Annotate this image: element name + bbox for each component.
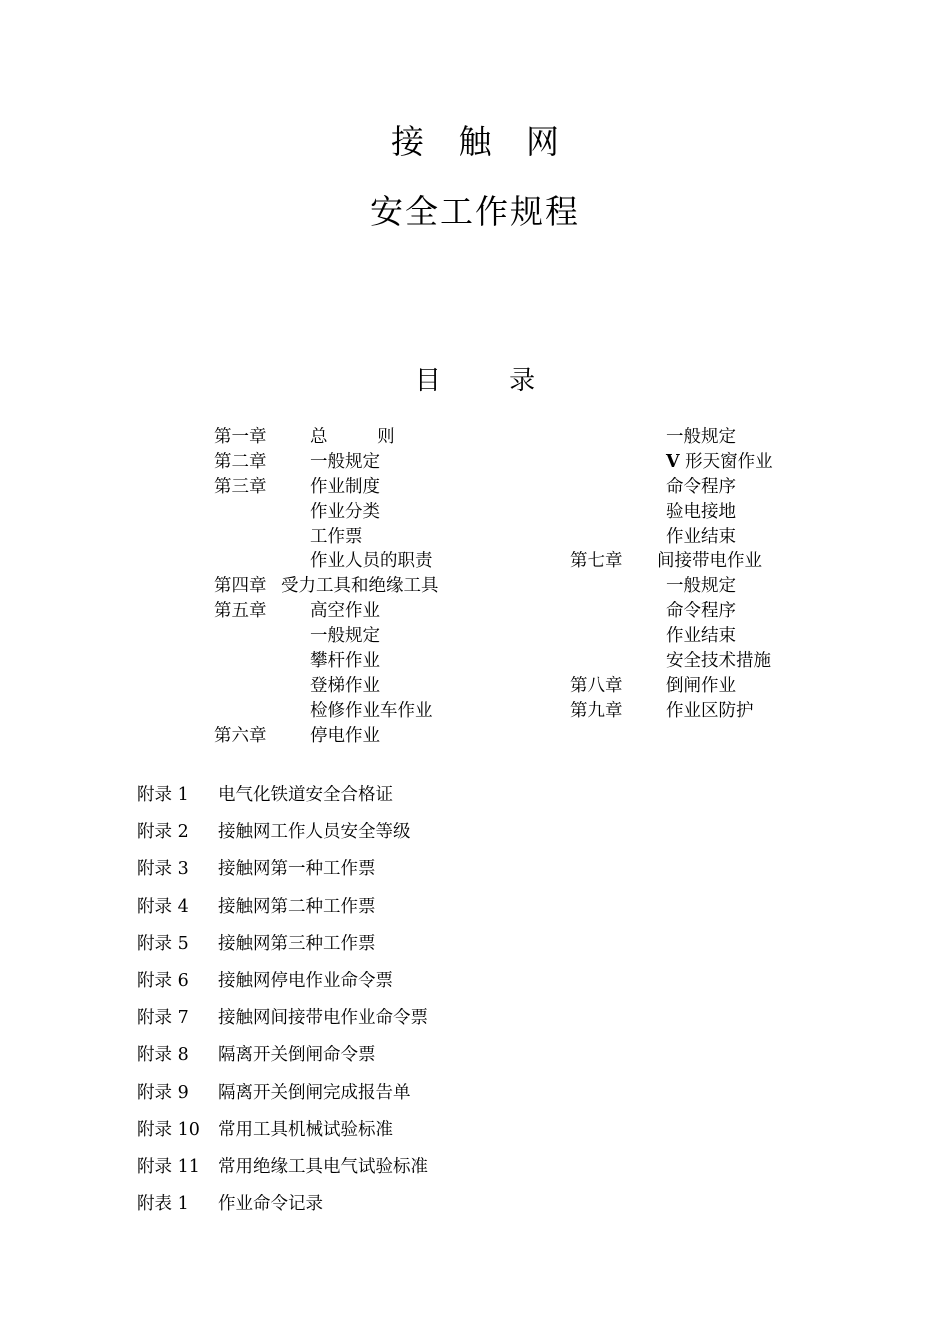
appendix-title: 接触网间接带电作业命令票	[218, 1008, 428, 1029]
toc-entry-title: 受力工具和绝缘工具	[281, 576, 439, 597]
toc-chapter-number: 第九章	[570, 700, 623, 721]
toc-entry	[214, 450, 514, 475]
toc-entry	[570, 500, 830, 525]
toc-entry	[214, 624, 514, 649]
toc-entry	[570, 425, 830, 450]
toc-entry	[214, 649, 514, 674]
toc-entry-title: 间接带电作业	[657, 551, 762, 572]
appendix-label: 附录 11	[137, 1156, 200, 1177]
appendix-label: 附录 2	[137, 822, 189, 843]
appendix-item	[137, 931, 637, 968]
toc-entry	[214, 599, 514, 624]
toc-entry-title: 检修作业车作业	[310, 700, 433, 721]
document-title-line1: 接 触 网	[391, 122, 571, 161]
toc-entry-title: 作业分类	[310, 501, 380, 522]
toc-entry	[570, 475, 830, 500]
appendix-item	[137, 1005, 637, 1042]
appendix-item	[137, 1154, 637, 1191]
appendix-list	[137, 782, 637, 1228]
toc-entry	[570, 525, 830, 550]
toc-chapter-number: 第六章	[214, 725, 267, 746]
appendix-label: 附录 5	[137, 933, 189, 954]
appendix-title: 常用绝缘工具电气试验标准	[218, 1156, 428, 1177]
appendix-label: 附录 3	[137, 859, 189, 880]
appendix-label: 附录 7	[137, 1008, 189, 1029]
toc-entry	[214, 699, 514, 724]
toc-entry	[570, 574, 830, 599]
appendix-label: 附录 4	[137, 896, 189, 917]
toc-left-column	[214, 425, 514, 749]
document-title-line2: 安全工作规程	[370, 192, 580, 231]
toc-entry-title: 停电作业	[310, 725, 380, 746]
toc-entry	[570, 624, 830, 649]
toc-chapter-number: 第四章	[214, 576, 267, 597]
toc-entry-title: 一般规定	[310, 626, 380, 647]
toc-entry-title: 攀杆作业	[310, 651, 380, 672]
toc-entry	[214, 549, 514, 574]
appendix-title: 隔离开关倒闸完成报告单	[218, 1082, 411, 1103]
toc-entry-title: 形天窗作业	[685, 451, 773, 472]
toc-entry-title: 命令程序	[666, 476, 736, 497]
appendix-item	[137, 894, 637, 931]
toc-entry-title: 作业人员的职责	[310, 551, 433, 572]
appendix-label: 附录 10	[137, 1119, 200, 1140]
toc-entry-title: 安全技术措施	[666, 651, 771, 672]
appendix-item	[137, 1080, 637, 1117]
toc-entry	[570, 649, 830, 674]
toc-entry-title: 倒闸作业	[666, 675, 736, 696]
appendix-title: 隔离开关倒闸命令票	[218, 1045, 376, 1066]
toc-entry	[214, 500, 514, 525]
appendix-item	[137, 819, 637, 856]
toc-heading: 目 录	[414, 366, 566, 396]
toc-entry-title: 作业结束	[666, 526, 736, 547]
appendix-title: 常用工具机械试验标准	[218, 1119, 393, 1140]
toc-chapter-number: 第二章	[214, 451, 267, 472]
toc-entry	[214, 724, 514, 749]
appendix-label: 附录 6	[137, 970, 189, 991]
toc-entry-title: 作业结束	[666, 626, 736, 647]
toc-entry-title-group	[666, 450, 773, 475]
appendix-item	[137, 1117, 637, 1154]
appendix-label: 附录 8	[137, 1045, 189, 1066]
toc-entry-title: 总 则	[310, 427, 417, 447]
toc-entry-title-prefix: V	[666, 451, 680, 472]
toc-entry	[214, 674, 514, 699]
appendix-title: 作业命令记录	[218, 1194, 323, 1215]
toc-entry-title: 作业制度	[310, 476, 380, 497]
appendix-title: 接触网第二种工作票	[218, 896, 376, 917]
toc-entry-title: 一般规定	[666, 427, 736, 447]
toc-entry	[570, 674, 830, 699]
toc-entry	[214, 574, 514, 599]
appendix-title: 接触网停电作业命令票	[218, 970, 393, 991]
appendix-title: 接触网工作人员安全等级	[218, 822, 411, 843]
appendix-label: 附录 1	[137, 785, 189, 805]
toc-entry	[570, 549, 830, 574]
toc-entry-title: 高空作业	[310, 601, 380, 622]
toc-entry-title: 一般规定	[310, 451, 380, 472]
toc-entry-title: 作业区防护	[666, 700, 754, 721]
toc-entry-title: 验电接地	[666, 501, 736, 522]
toc-entry	[570, 599, 830, 624]
toc-entry-title: 一般规定	[666, 576, 736, 597]
toc-entry	[570, 699, 830, 724]
appendix-item	[137, 1191, 637, 1228]
toc-chapter-number: 第七章	[570, 551, 623, 572]
toc-entry	[214, 425, 514, 450]
appendix-label: 附表 1	[137, 1194, 189, 1215]
toc-entry	[214, 475, 514, 500]
appendix-item	[137, 856, 637, 893]
toc-chapter-number: 第八章	[570, 675, 623, 696]
appendix-title: 接触网第一种工作票	[218, 859, 376, 880]
toc-chapter-number: 第五章	[214, 601, 267, 622]
appendix-item	[137, 782, 637, 819]
toc-entry	[214, 525, 514, 550]
appendix-item	[137, 968, 637, 1005]
toc-entry-title: 工作票	[310, 526, 363, 547]
appendix-title: 接触网第三种工作票	[218, 933, 376, 954]
toc-entry	[570, 450, 830, 475]
appendix-label: 附录 9	[137, 1082, 189, 1103]
appendix-item	[137, 1042, 637, 1079]
toc-entry-title: 登梯作业	[310, 675, 380, 696]
toc-chapter-number: 第一章	[214, 427, 267, 447]
toc-chapter-number: 第三章	[214, 476, 267, 497]
toc-right-column	[570, 425, 830, 724]
toc-entry-title: 命令程序	[666, 601, 736, 622]
appendix-title: 电气化铁道安全合格证	[218, 785, 393, 805]
